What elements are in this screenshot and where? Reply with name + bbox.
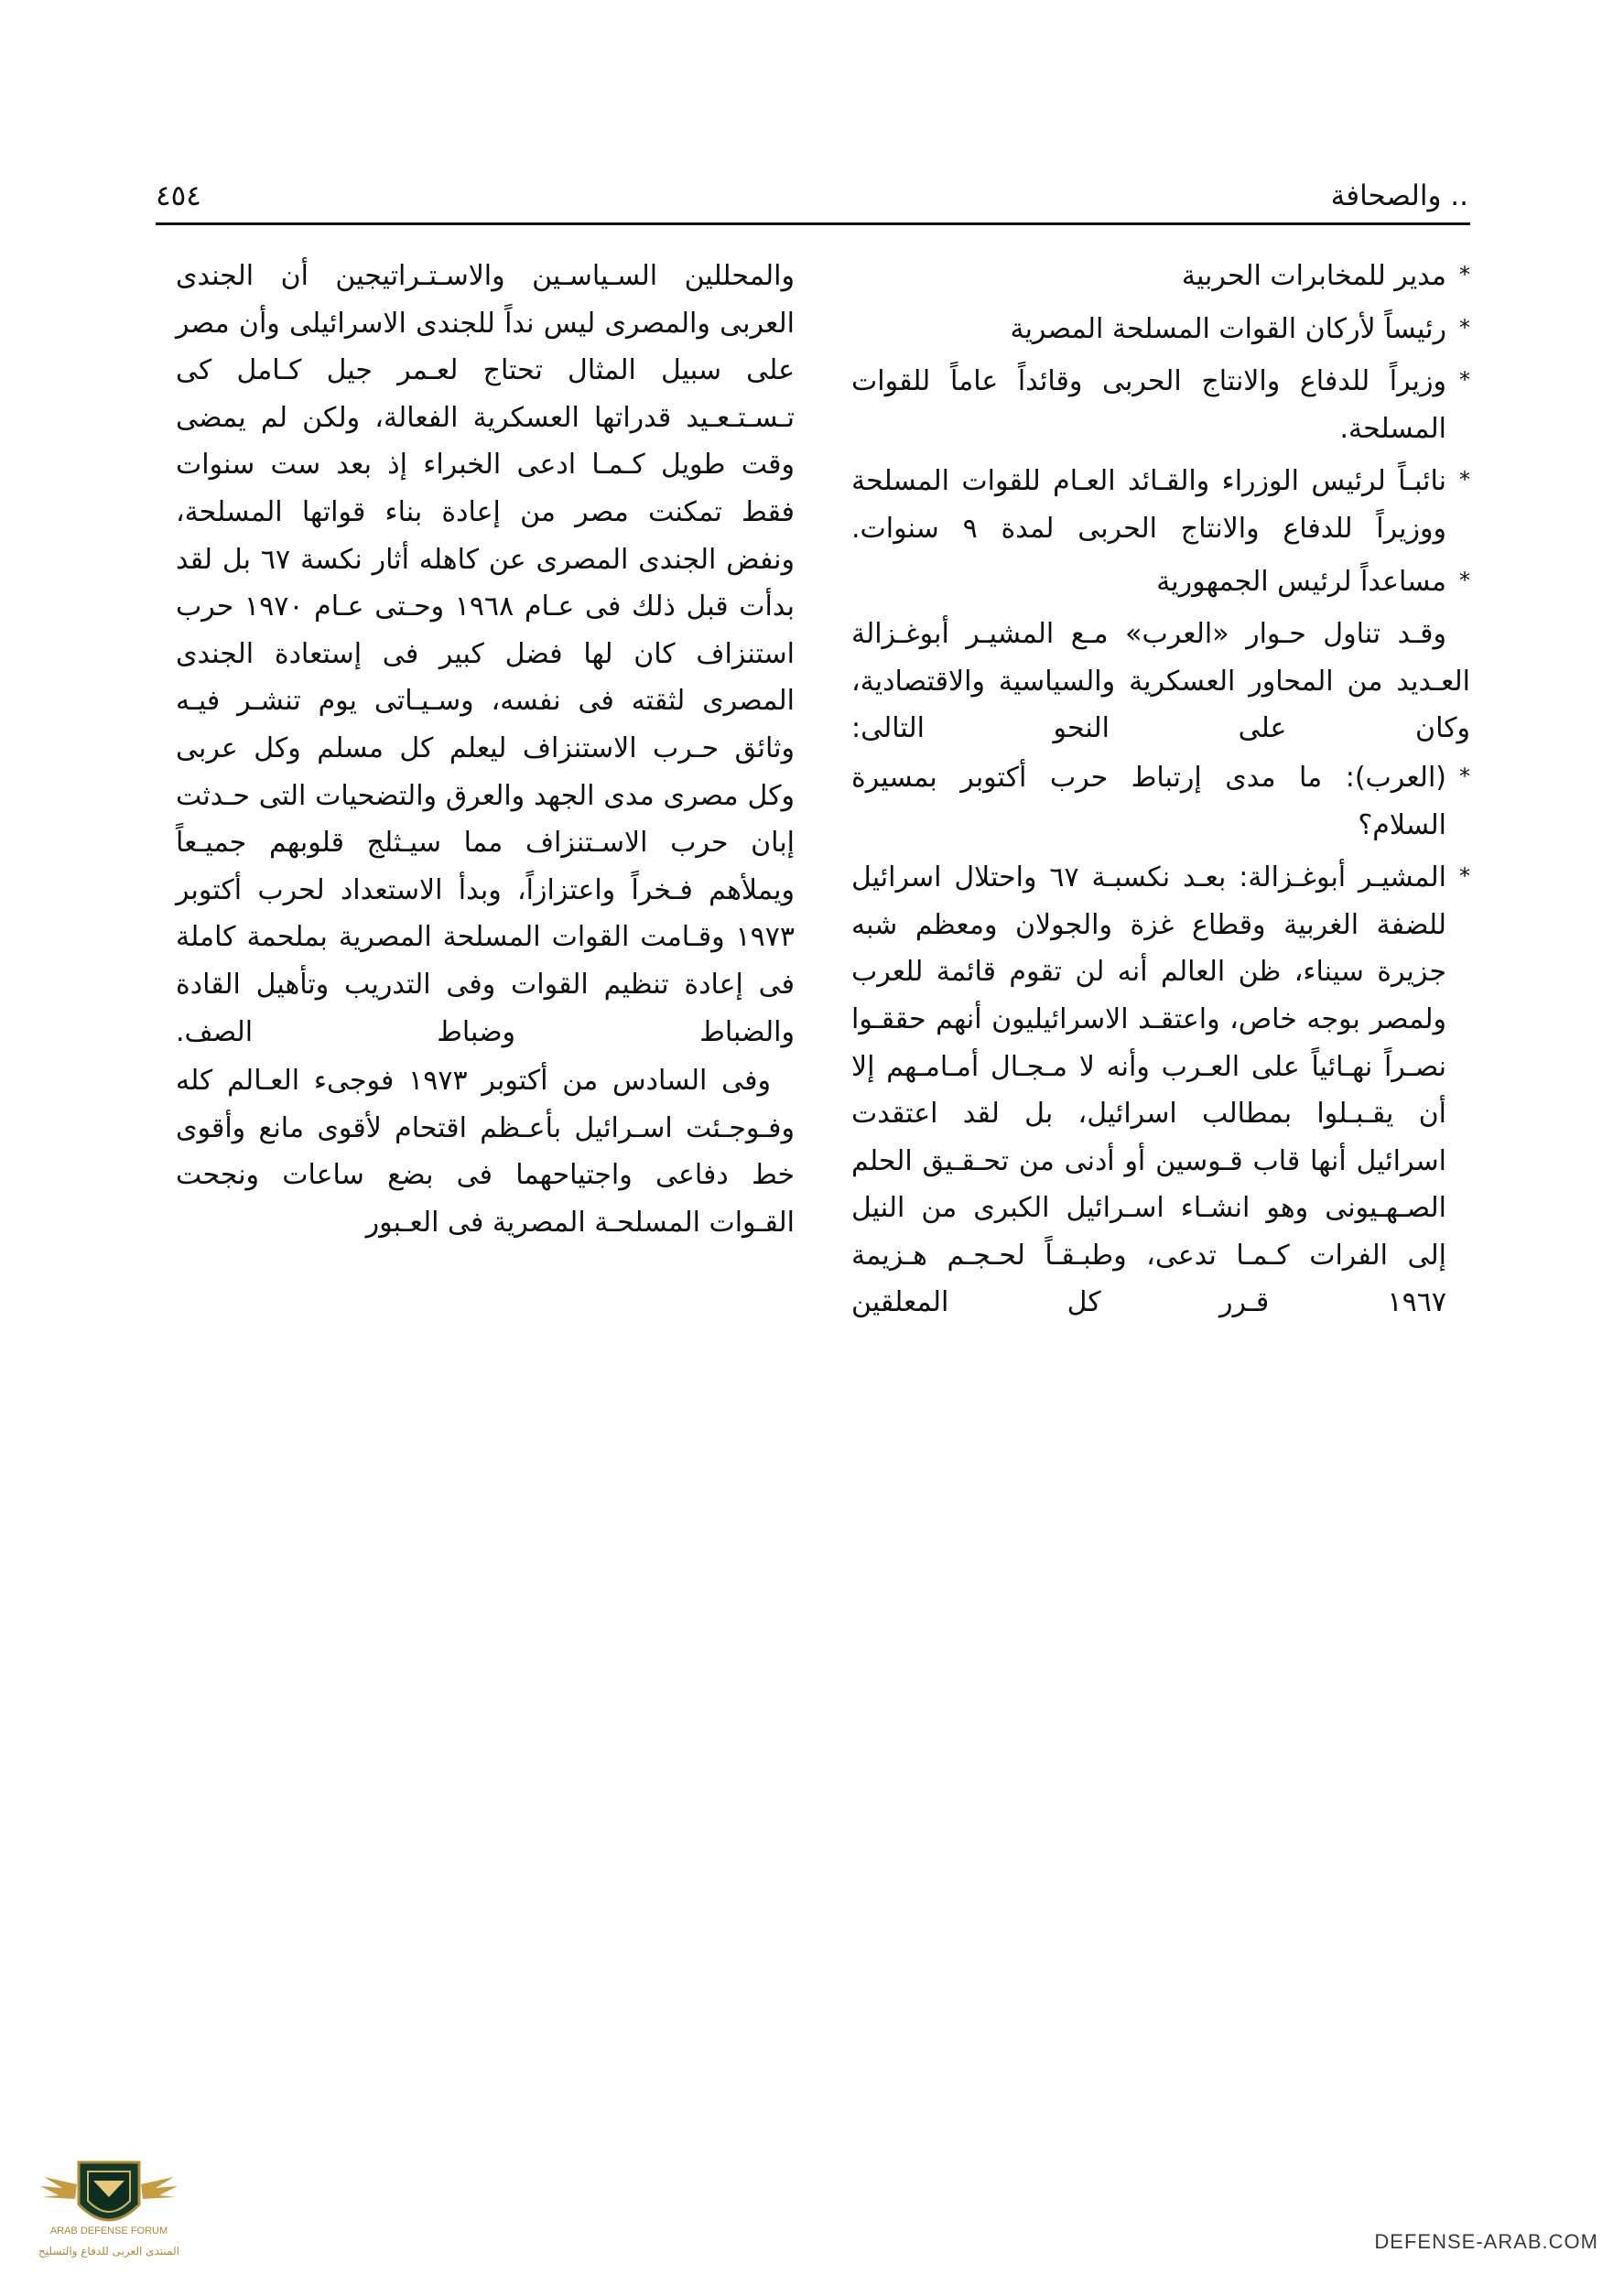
bullet-icon: * — [1459, 314, 1470, 341]
list-item — [851, 306, 1470, 353]
list-item-text: وزيراً للدفاع والانتاج الحربى وقائداً عاماً للقوات المسلحة. — [851, 365, 1446, 445]
list-item — [851, 558, 1470, 606]
list-item-text: مساعداً لرئيس الجمهورية — [1156, 565, 1446, 598]
list-item — [851, 358, 1470, 452]
body-columns — [154, 253, 1470, 1534]
chapter-title: .. والصحافة — [1330, 179, 1468, 212]
paragraph: وقـد تناول حـوار «العرب» مـع المشيـر أبوغـزالة العـديد من المحاور العسكرية والسياسية والاقتصادية، وكان على النحو التالى: — [851, 618, 1470, 745]
list-item-text: مدير للمخابرات الحربية — [1181, 260, 1446, 292]
column-right — [851, 253, 1470, 1534]
forum-logo — [22, 2157, 196, 2267]
answer-text: المشيـر أبوغـزالة: بعـد نكسبـة ٦٧ واحتلال اسرائيل للضفة الغربية وقطاع غزة والجولان ومعظم شبه جزيرة سيناء، ظن العالم أنه لن تقوم قائمة للعرب ولمصر بوجه خاص، واعتقـد الاسرائيليون أنهم حققـوا نصـراً نهـائياً على العـرب وأنه لا مـجـال أمـامـهم إلا أن يقـبـلوا بمطالب اسرائيل، بل لقد اعتقدت اسرائيل أنها قاب قـوسين أو أدنى من تحـقـيق الحلم الصـهـيونى وهو انشـاء اسـرائيل الكبرى من النيل إلى الفرات كـمـا تدعى، وطبـقـاً لحـجـم هـزيمة ١٩٦٧ قـرر كل المعلقين — [851, 861, 1447, 1319]
column-left — [176, 253, 795, 1534]
paragraph: والمحللين السـياسـين والاسـتـراتيجين أن الجندى العربى والمصرى ليس نداً للجندى الاسرائيلى وأن مصر على سبيل المثال تحتاج لعـمر جيل كـامل كى تـسـتـعـيد قدراتها العسكرية الفعالة، ولكن لم يمضى وقت طويل كـمـا ادعى الخبراء إذ بعد ست سنوات فقط تمكنت مصر من إعادة بناء قواتها المسلحة، ونفض الجندى المصرى عن كاهله أثار نكسة ٦٧ بل لقد بدأت قبل ذلك فى عـام ١٩٦٨ وحـتى عـام ١٩٧٠ حرب استنزاف كان لها فضل كبير فى إستعادة الجندى المصرى لثقته فى نفسه، وسـيـاتى يوم تنشـر فيـه وثائق حـرب الاستنزاف ليعلم كل مسلم وكل عربى وكل مصرى مدى الجهد والعرق والتضحيات التى حـدثت إبان حرب الاسـتنزاف مما سيـثلج قلوبهم جميـعاً ويملأهم فـخراً واعتزازاً، وبدأ الاستعداد لحرب أكتوبر ١٩٧٣ وقـامت القوات المسلحة المصرية بملحمة كاملة فى إعادة تنظيم القوات وفى التدريب وتأهيل القادة والضباط وضباط الصف. — [176, 260, 795, 1048]
bullet-icon: * — [1459, 467, 1470, 493]
bullet-icon: * — [1459, 262, 1470, 287]
page-header — [156, 179, 1468, 234]
shield-wings-icon — [22, 2157, 196, 2245]
answer-item — [851, 854, 1470, 1327]
bullet-icon: * — [1459, 763, 1470, 789]
site-watermark: DEFENSE-ARAB.COM — [1374, 2230, 1598, 2253]
asterisk-icon: * — [1459, 863, 1470, 890]
question-item — [851, 754, 1470, 849]
list-item-text: نائبـاً لرئيس الوزراء والقـائد العـام للقوات المسلحة ووزيراً للدفاع والانتاج الحربى لمدة ٩ سنوات. — [851, 465, 1446, 545]
list-item — [851, 458, 1470, 552]
svg-text:ARAB DEFENSE FORUM: ARAB DEFENSE FORUM — [49, 2225, 168, 2236]
logo-caption: المنتدى العربى للدفاع والتسليح — [38, 2245, 179, 2258]
page-number: ٤٥٤ — [156, 179, 201, 212]
bullet-icon: * — [1459, 567, 1470, 593]
bullet-icon: * — [1459, 367, 1470, 394]
list-item — [851, 253, 1470, 300]
paragraph: وفى السادس من أكتوبر ١٩٧٣ فوجىء العـالم كله وفـوجـئت اسـرائيل بأعـظم اقتحام لأقوى مانع وأقوى خط دفاعى واجتياحهما فى بضع ساعات ونجحت القـوات المسلحـة المصرية فى العـبور — [176, 1065, 795, 1239]
list-item-text: رئيساً لأركان القوات المسلحة المصرية — [1010, 312, 1446, 345]
question-text: (العرب): ما مدى إرتباط حرب أكتوبر بمسيرة السلام؟ — [851, 761, 1446, 841]
header-divider — [156, 222, 1470, 225]
